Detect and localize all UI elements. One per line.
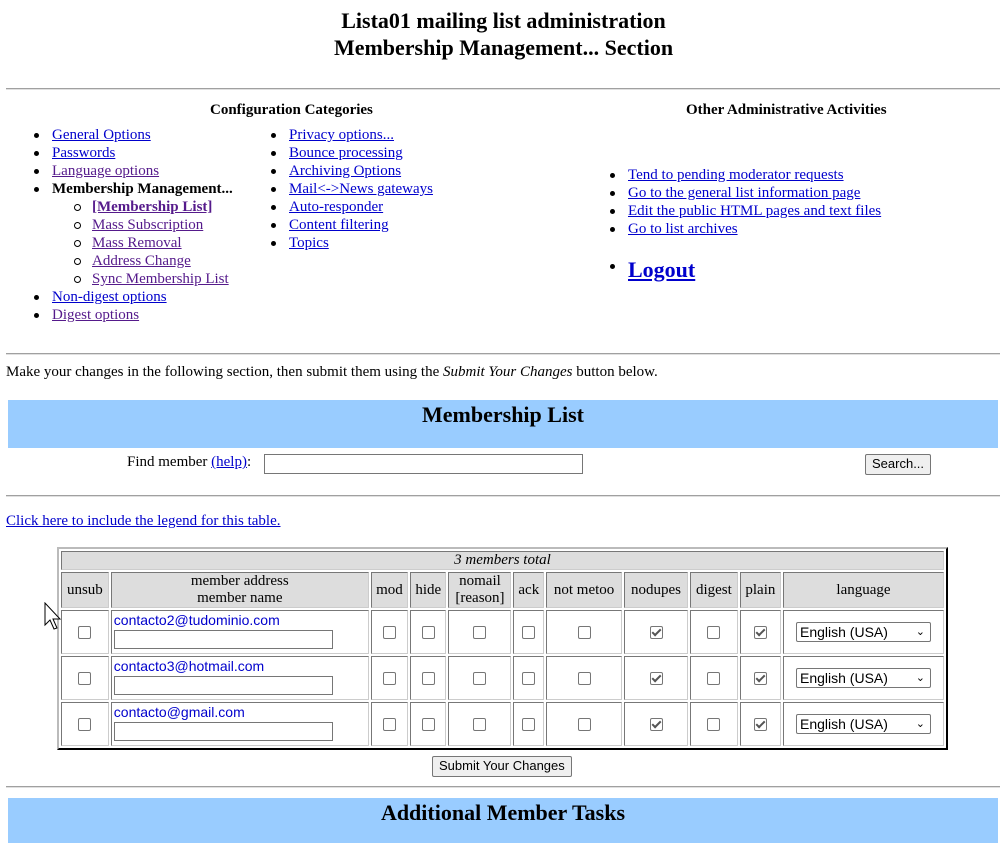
nav-mass-removal[interactable]: Mass Removal xyxy=(92,235,182,251)
notmetoo-checkbox[interactable] xyxy=(578,626,591,639)
digest-checkbox[interactable] xyxy=(707,672,720,685)
notmetoo-checkbox[interactable] xyxy=(578,718,591,731)
cell-plain xyxy=(740,656,781,700)
additional-tasks-band: Additional Member Tasks xyxy=(8,798,998,843)
nav-language-options[interactable]: Language options xyxy=(52,163,160,179)
cell-nodupes xyxy=(624,656,688,700)
plain-checkbox[interactable] xyxy=(754,718,767,731)
nodupes-checkbox[interactable] xyxy=(650,718,663,731)
cell-plain xyxy=(740,610,781,654)
col-mod: mod xyxy=(371,572,408,608)
nav-membership-list[interactable]: [Membership List] xyxy=(92,199,213,215)
cell-member-address xyxy=(111,702,369,746)
link-list-info-page[interactable]: Go to the general list information page xyxy=(628,185,861,201)
nav-digest-options[interactable]: Digest options xyxy=(52,307,140,323)
col-addr-line2: member name xyxy=(197,590,283,606)
ack-checkbox[interactable] xyxy=(522,718,535,731)
nav-mail-news-gateways[interactable]: Mail<->News gateways xyxy=(289,181,433,197)
col-nodupes: nodupes xyxy=(624,572,688,608)
cell-unsub xyxy=(61,702,109,746)
mod-checkbox[interactable] xyxy=(383,672,396,685)
cell-mod xyxy=(371,702,408,746)
unsub-checkbox[interactable] xyxy=(78,718,91,731)
cell-mod xyxy=(371,610,408,654)
cell-member-address xyxy=(111,610,369,654)
divider xyxy=(6,88,1000,90)
members-total: 3 members total xyxy=(61,551,944,570)
legend-link[interactable]: Click here to include the legend for this table. xyxy=(6,513,281,529)
link-edit-html-pages[interactable]: Edit the public HTML pages and text files xyxy=(628,203,882,219)
member-email-link[interactable]: contacto3@hotmail.com xyxy=(113,658,265,674)
hide-checkbox[interactable] xyxy=(422,626,435,639)
logout-link[interactable]: Logout xyxy=(628,257,696,282)
mod-checkbox[interactable] xyxy=(383,718,396,731)
cell-digest xyxy=(690,610,738,654)
hide-checkbox[interactable] xyxy=(422,672,435,685)
find-help-link[interactable]: (help) xyxy=(211,454,247,470)
membership-list-band: Membership List xyxy=(8,400,998,448)
find-member-label xyxy=(127,454,251,471)
nav-general-options[interactable]: General Options xyxy=(52,127,151,143)
chevron-down-icon: ⌄ xyxy=(915,718,925,730)
other-heading: Other Administrative Activities xyxy=(686,102,887,118)
search-button[interactable]: Search... xyxy=(865,454,931,475)
logout-list xyxy=(628,257,695,283)
page-title-line2: Membership Management... Section xyxy=(333,35,674,60)
cell-digest xyxy=(690,702,738,746)
member-name-input[interactable] xyxy=(114,722,333,741)
col-nomail xyxy=(448,572,511,608)
nav-membership-management: Membership Management... xyxy=(52,181,233,197)
nav-mass-subscription[interactable]: Mass Subscription xyxy=(92,217,204,233)
unsub-checkbox[interactable] xyxy=(78,626,91,639)
config-col1 xyxy=(52,126,233,324)
cell-plain xyxy=(740,702,781,746)
hide-checkbox[interactable] xyxy=(422,718,435,731)
ack-checkbox[interactable] xyxy=(522,626,535,639)
cell-ack xyxy=(513,656,544,700)
page-title xyxy=(0,7,1007,61)
cell-nodupes xyxy=(624,702,688,746)
nav-privacy-options[interactable]: Privacy options... xyxy=(289,127,394,143)
plain-checkbox[interactable] xyxy=(754,672,767,685)
cell-unsub xyxy=(61,656,109,700)
col-nomail-line1: nomail xyxy=(459,573,501,589)
cell-member-address xyxy=(111,656,369,700)
mod-checkbox[interactable] xyxy=(383,626,396,639)
cell-notmetoo xyxy=(546,610,622,654)
table-row xyxy=(61,610,944,654)
intro-after: button below. xyxy=(572,364,658,380)
intro-emphasis: Submit Your Changes xyxy=(443,364,573,380)
divider xyxy=(6,786,1000,788)
page-title-line1: Lista01 mailing list administration xyxy=(341,8,666,33)
cell-nomail xyxy=(448,702,511,746)
link-pending-requests[interactable]: Tend to pending moderator requests xyxy=(628,167,844,183)
chevron-down-icon: ⌄ xyxy=(915,626,925,638)
col-plain: plain xyxy=(740,572,781,608)
nav-passwords[interactable]: Passwords xyxy=(52,145,116,161)
cell-nodupes xyxy=(624,610,688,654)
cell-unsub xyxy=(61,610,109,654)
cell-notmetoo xyxy=(546,702,622,746)
language-select[interactable] xyxy=(796,714,931,734)
table-row xyxy=(61,656,944,700)
submit-changes-button[interactable]: Submit Your Changes xyxy=(432,756,572,777)
nav-auto-responder[interactable]: Auto-responder xyxy=(289,199,384,215)
link-list-archives[interactable]: Go to list archives xyxy=(628,221,738,237)
find-member-input[interactable] xyxy=(264,454,583,474)
plain-checkbox[interactable] xyxy=(754,626,767,639)
cell-language xyxy=(783,610,944,654)
nomail-checkbox[interactable] xyxy=(473,672,486,685)
cell-ack xyxy=(513,702,544,746)
col-ack: ack xyxy=(513,572,544,608)
language-select-value: English (USA) xyxy=(800,624,888,640)
find-colon: : xyxy=(246,454,252,470)
col-member-address xyxy=(111,572,369,608)
cell-hide xyxy=(410,610,446,654)
intro-before: Make your changes in the following section, then submit them using the xyxy=(6,364,444,380)
cell-language xyxy=(783,656,944,700)
cell-nomail xyxy=(448,610,511,654)
col-hide: hide xyxy=(410,572,446,608)
nav-topics[interactable]: Topics xyxy=(289,235,329,251)
nodupes-checkbox[interactable] xyxy=(650,626,663,639)
language-select-value: English (USA) xyxy=(800,716,888,732)
divider xyxy=(6,353,1000,355)
ack-checkbox[interactable] xyxy=(522,672,535,685)
cell-language xyxy=(783,702,944,746)
member-email-link[interactable]: contacto2@tudominio.com xyxy=(113,612,280,628)
col-nomail-line2: [reason] xyxy=(455,590,505,606)
divider xyxy=(6,495,1000,497)
chevron-down-icon: ⌄ xyxy=(915,672,925,684)
nomail-checkbox[interactable] xyxy=(473,718,486,731)
language-select[interactable] xyxy=(796,622,931,642)
nav-content-filtering[interactable]: Content filtering xyxy=(289,217,389,233)
nav-address-change[interactable]: Address Change xyxy=(92,253,191,269)
member-name-input[interactable] xyxy=(114,630,333,649)
table-row xyxy=(61,702,944,746)
digest-checkbox[interactable] xyxy=(707,718,720,731)
nav-non-digest-options[interactable]: Non-digest options xyxy=(52,289,167,305)
cell-mod xyxy=(371,656,408,700)
language-select[interactable] xyxy=(796,668,931,688)
language-select-value: English (USA) xyxy=(800,670,888,686)
nav-archiving-options[interactable]: Archiving Options xyxy=(289,163,402,179)
intro-text xyxy=(6,364,658,381)
cell-hide xyxy=(410,702,446,746)
col-unsub: unsub xyxy=(61,572,109,608)
col-not-metoo: not metoo xyxy=(546,572,622,608)
col-digest: digest xyxy=(690,572,738,608)
member-name-input[interactable] xyxy=(114,676,333,695)
col-addr-line1: member address xyxy=(190,573,289,589)
member-email-link[interactable]: contacto@gmail.com xyxy=(113,704,245,720)
cell-hide xyxy=(410,656,446,700)
nav-bounce-processing[interactable]: Bounce processing xyxy=(289,145,403,161)
cell-ack xyxy=(513,610,544,654)
unsub-checkbox[interactable] xyxy=(78,672,91,685)
config-col2 xyxy=(289,126,433,252)
cell-digest xyxy=(690,656,738,700)
col-language: language xyxy=(783,572,944,608)
cell-nomail xyxy=(448,656,511,700)
find-label-text: Find member xyxy=(127,454,212,470)
nodupes-checkbox[interactable] xyxy=(650,672,663,685)
mouse-cursor-icon xyxy=(44,602,64,632)
digest-checkbox[interactable] xyxy=(707,626,720,639)
nav-sync-membership-list[interactable]: Sync Membership List xyxy=(92,271,229,287)
other-links xyxy=(628,166,881,238)
config-heading: Configuration Categories xyxy=(210,102,373,118)
cell-notmetoo xyxy=(546,656,622,700)
members-table xyxy=(57,547,948,750)
nomail-checkbox[interactable] xyxy=(473,626,486,639)
notmetoo-checkbox[interactable] xyxy=(578,672,591,685)
